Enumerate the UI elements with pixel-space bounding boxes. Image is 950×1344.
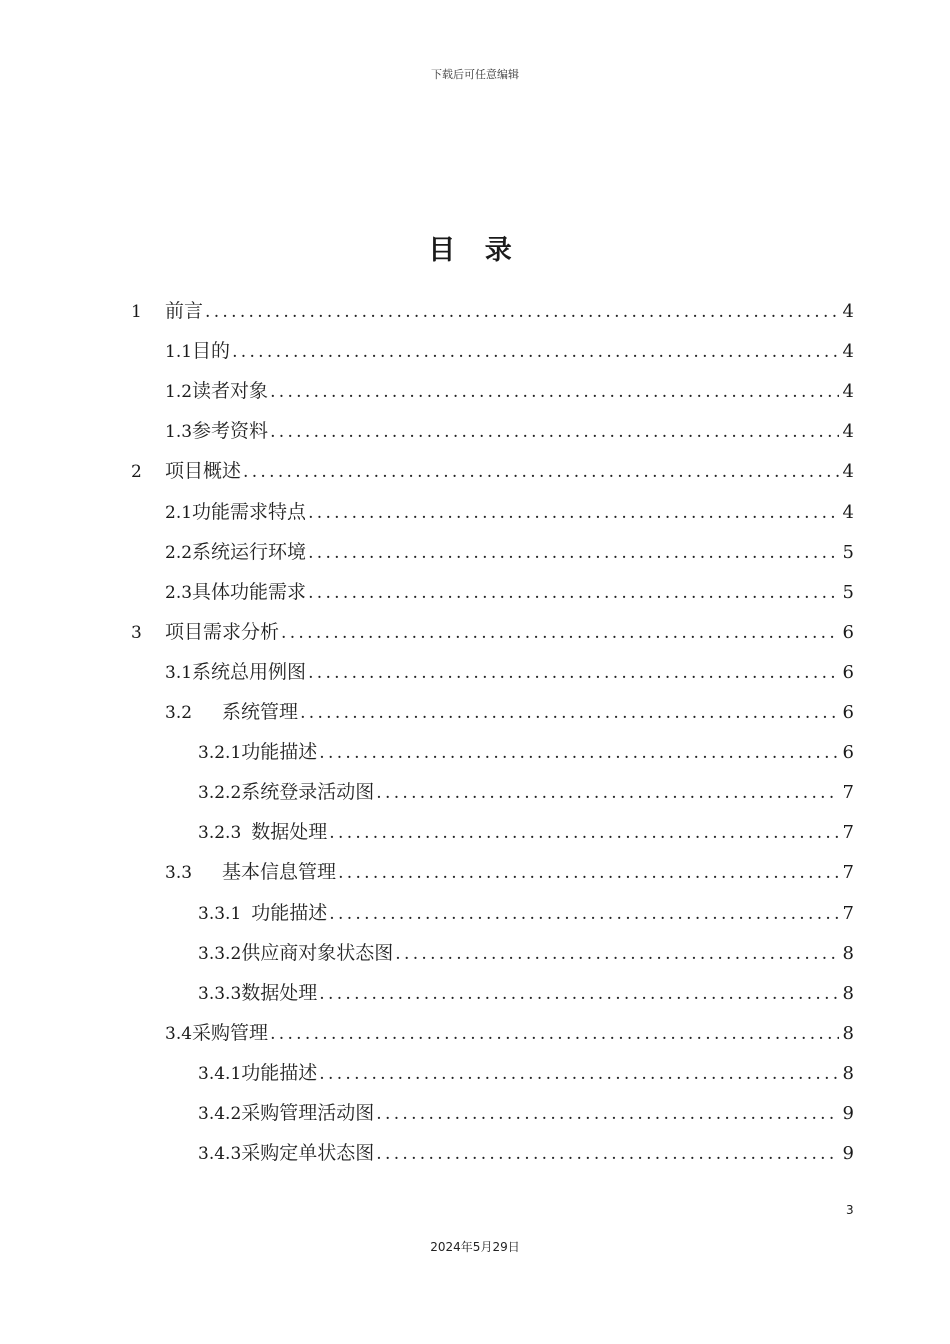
toc-entry-label: 参考资料 <box>192 420 269 443</box>
toc-entry[interactable] <box>198 732 854 772</box>
toc-entry[interactable] <box>198 772 854 812</box>
toc-dot-leader <box>270 372 838 412</box>
toc-entry[interactable] <box>165 1013 854 1053</box>
toc-entry-label: 系统登录活动图 <box>241 781 375 804</box>
toc-dot-leader <box>205 292 839 332</box>
footer-date: 2024年5月29日 <box>430 1240 520 1254</box>
toc-dot-leader <box>281 613 839 653</box>
toc-entry[interactable] <box>131 291 854 331</box>
toc-entry-label: 基本信息管理 <box>222 861 337 884</box>
toc-entry-page: 9 <box>842 1103 854 1124</box>
toc-entry[interactable] <box>198 973 854 1013</box>
toc-entry-number: 3.1 <box>165 662 193 683</box>
toc-entry-page: 7 <box>842 902 854 924</box>
toc-entry-label: 系统管理 <box>222 701 299 723</box>
toc-entry-number: 3.2 <box>165 703 193 723</box>
toc-entry-page: 4 <box>842 501 854 523</box>
toc-dot-leader <box>376 773 838 813</box>
toc-entry-number: 2 <box>131 462 142 483</box>
toc-entry-page: 8 <box>842 1062 854 1084</box>
toc-dot-leader <box>329 813 838 853</box>
toc-entry-page: 6 <box>842 661 854 683</box>
toc-entry-page: 6 <box>842 742 854 764</box>
toc-dot-leader <box>376 1134 838 1174</box>
toc-entry-label: 功能需求特点 <box>192 500 307 523</box>
toc-entry[interactable] <box>165 692 854 732</box>
toc-entry-number: 2.2 <box>165 542 193 563</box>
toc-entry-number: 3.3.3 <box>198 983 242 1004</box>
toc-entry[interactable] <box>165 492 854 532</box>
toc-entry-page: 4 <box>842 461 854 483</box>
toc-entry-label: 数据处理 <box>251 821 328 844</box>
toc-entry[interactable] <box>198 1133 854 1173</box>
toc-entry[interactable] <box>198 812 854 852</box>
toc-entry[interactable] <box>198 933 854 973</box>
toc-title: 目 录 <box>428 235 522 266</box>
toc-entry-label: 项目需求分析 <box>165 620 280 643</box>
toc-entry[interactable] <box>165 652 854 692</box>
toc-entry-page: 6 <box>842 621 854 643</box>
toc-entry-label: 系统运行环境 <box>192 540 307 563</box>
toc-dot-leader <box>319 974 838 1014</box>
toc-dot-leader <box>376 1094 838 1134</box>
toc-entry-label: 具体功能需求 <box>192 580 307 603</box>
toc-entry-number: 1.2 <box>165 382 193 403</box>
toc-dot-leader <box>319 1054 838 1094</box>
toc-entry[interactable] <box>165 572 854 612</box>
toc-entry-page: 4 <box>842 341 854 363</box>
toc-entry-label: 项目概述 <box>165 460 242 483</box>
toc-entry-page: 7 <box>842 782 854 804</box>
toc-entry-number: 3.2.3 <box>198 823 242 844</box>
toc-entry-number: 3.2.1 <box>198 743 242 764</box>
toc-entry-label: 前言 <box>165 300 204 322</box>
toc-entry-number: 3.3 <box>165 863 193 884</box>
toc-dot-leader <box>338 853 838 893</box>
toc-dot-leader <box>308 493 838 533</box>
toc-entry-number: 3.3.1 <box>198 903 242 924</box>
toc-entry-number: 3.3.2 <box>198 943 242 964</box>
toc-entry[interactable] <box>165 411 854 451</box>
toc-entry-label: 目的 <box>192 340 231 363</box>
toc-entry-number: 1.3 <box>165 422 193 443</box>
toc-entry-page: 6 <box>842 702 854 723</box>
toc-entry-number: 3.4 <box>165 1023 193 1044</box>
toc-entry[interactable] <box>165 532 854 572</box>
toc-entry-label: 数据处理 <box>241 981 318 1004</box>
toc-dot-leader <box>308 653 838 693</box>
toc-entry-page: 7 <box>842 822 854 844</box>
toc-entry-label: 系统总用例图 <box>192 660 307 683</box>
toc-dot-leader <box>300 693 838 733</box>
toc-entry-label: 采购管理活动图 <box>241 1102 375 1124</box>
toc-entry[interactable] <box>165 331 854 371</box>
toc-entry[interactable] <box>198 893 854 933</box>
toc-entry-number: 3.4.1 <box>198 1063 242 1084</box>
toc-entry-page: 4 <box>842 421 854 443</box>
toc-entry-label: 功能描述 <box>241 741 318 764</box>
toc-entry-page: 7 <box>842 862 854 884</box>
toc-entry-label: 功能描述 <box>241 1061 318 1084</box>
toc-entry-number: 3.4.3 <box>198 1144 242 1165</box>
toc-entry-label: 功能描述 <box>251 901 328 924</box>
toc-dot-leader <box>232 332 838 372</box>
toc-dot-leader <box>270 1014 838 1054</box>
toc-entry-page: 5 <box>842 541 854 563</box>
toc-entry-number: 2.1 <box>165 502 193 523</box>
toc-entry-number: 3 <box>131 622 142 643</box>
toc-entry-page: 8 <box>842 982 854 1004</box>
toc-dot-leader <box>308 533 838 573</box>
toc-entry-label: 读者对象 <box>192 380 269 403</box>
toc-entry[interactable] <box>165 371 854 411</box>
toc-entry[interactable] <box>198 1093 854 1133</box>
toc-entry-page: 5 <box>842 581 854 603</box>
toc-entry-label: 采购定单状态图 <box>241 1142 375 1165</box>
page-number: 3 <box>846 1203 854 1217</box>
toc-entry-number: 1.1 <box>165 342 193 363</box>
toc-entry-page: 8 <box>842 942 854 964</box>
toc-dot-leader <box>308 573 838 613</box>
page-header: 下载后可任意编辑 <box>431 68 519 81</box>
toc-entry[interactable] <box>131 612 854 652</box>
toc-entry-page: 4 <box>842 301 854 322</box>
toc-dot-leader <box>319 733 838 773</box>
toc-entry-number: 3.4.2 <box>198 1104 242 1124</box>
toc-dot-leader <box>329 894 838 934</box>
toc-entry-label: 供应商对象状态图 <box>241 941 394 964</box>
toc-entry[interactable] <box>198 1053 854 1093</box>
toc-entry[interactable] <box>131 451 854 491</box>
toc-entry-number: 3.2.2 <box>198 783 242 804</box>
toc-entry[interactable] <box>165 852 854 892</box>
toc-dot-leader <box>243 452 839 492</box>
toc-entry-label: 采购管理 <box>192 1021 269 1044</box>
toc-dot-leader <box>395 934 838 974</box>
toc-entry-page: 4 <box>842 381 854 403</box>
toc-entry-number: 2.3 <box>165 582 193 603</box>
toc-entry-number: 1 <box>131 302 142 322</box>
toc-entry-page: 9 <box>842 1143 854 1165</box>
toc-entry-page: 8 <box>842 1022 854 1044</box>
toc-dot-leader <box>270 412 838 452</box>
